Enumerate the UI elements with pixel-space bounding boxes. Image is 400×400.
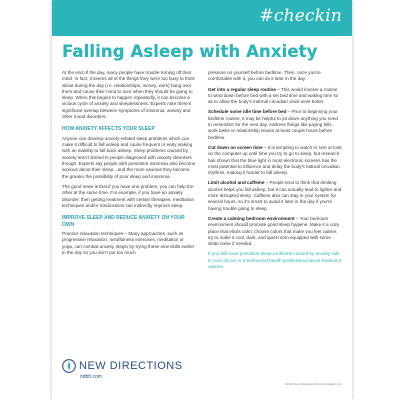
tip-text: – Your bedroom environment should promote good sleep hygiene. Make it a cozy place that elicits calm; choose colors that make you feel calmer, try to make it cool, dark, and quiet room equipped with some white noise if needed. (208, 215, 340, 247)
tip-heading: Cut down on screen time (208, 144, 263, 150)
paragraph-sleep-problems: Anyone can develop anxiety-related sleep problems which can make it difficult to fall asleep and cause frequent or early waking with an inability to fall back asleep. Sleep problems caused by anxiety aren't limited to people diagnosed with anxiety disorders though. Experts say people with persistent insomnia also become anxious about their sleep…and the more anxious they become, the greater the possibility of poor sleep and insomnia. (62, 135, 196, 179)
tip-text: – Prior to beginning your bedtime routine, it may be helpful to jot down anything you need to remember for the next day. Address things like paying bills, work tasks or relationship issues at least couple hours before bedtime. (208, 109, 338, 140)
tip-heading: Limit alcohol and caffeine (208, 180, 265, 186)
left-column (62, 70, 196, 260)
paragraph-relaxation: Practice relaxation techniques – Many approaches, such as progressive relaxation, mindfulness exercises, meditation or yoga, can combat anxiety. Begin by trying these new skills earlier in the day so you don't put too much (62, 231, 195, 256)
section-heading-improve-sleep: IMPROVE SLEEP AND REDUCE ANXIETY ON YOUR OWN (62, 215, 185, 228)
tip-text: – It is tempting to watch tv, text or look on the computer up until time you try to go to sleep, but research has shown that the blue light in most electronic screens has the most potential to influence and delay the body's natural circadian rhythms, making it harder to fall asleep. (208, 144, 342, 176)
brand-url[interactable]: ndbh.com (80, 374, 102, 380)
tip-text: – This would involve a routine to wind down before bed with a set bed time and waking time so as to allow the body's internal circadian clock work better. (208, 86, 339, 105)
brand-logo (62, 359, 183, 380)
tip-alcohol-caffeine (208, 180, 342, 211)
brand-name: NEW DIRECTIONS (79, 360, 183, 372)
intro-paragraph: At the end of the day, many people have trouble turning off their mind. In fact, it seems all of the things they were too busy to think about during the day (i.e. relationships, money, work) hang over them and cause their mind to race when they should be going to sleep. When this begins to happen repeatedly, it can become a vicious cycle of anxiety and sleeplessness. Experts note there's significant overlap between symptoms of insomnia, anxiety and other mood disorders. (62, 70, 195, 120)
logo-row (62, 359, 183, 373)
header-banner (52, 0, 352, 36)
document-page (52, 0, 352, 400)
tip-bedroom (208, 216, 342, 247)
compass-logo-icon (62, 359, 76, 373)
tip-heading: Schedule some idle time before bed (208, 109, 287, 115)
section-heading-how-anxiety: HOW ANXIETY AFFECTS YOUR SLEEP (62, 126, 155, 133)
paragraph-good-news: The good news is that if you have one problem, you can help the other at the same time. For example, if you have an anxiety disorder, then getting treatment with certain therapies, meditation techniques and/or medications can indirectly improve sleep. (62, 183, 195, 208)
tip-idle-time (208, 109, 342, 140)
checkin-hashtag: #checkin (259, 6, 342, 26)
paragraph-continued: pressure on yourself before bedtime. Then, once you're comfortable with it, you can do it later in the day. (208, 70, 321, 82)
tip-heading: Create a calming bedroom environment (208, 215, 295, 221)
tip-text: – People tend to think that drinking alcohol helps you fall asleep, but it can actually lead to lighter and more disrupted sleep. Caffeine also can stay in your system for several hours, so it's smart to avoid it later in the day if you're having trouble going to sleep. (208, 180, 342, 211)
tip-heading: Get into a regular sleep routine (208, 86, 276, 92)
tip-sleep-routine (208, 87, 342, 106)
page-title: Falling Asleep with Anxiety (62, 42, 318, 61)
right-column (208, 70, 342, 274)
tip-screen-time (208, 145, 342, 176)
callout-text: If you still have persistent sleep problems caused by anxiety, talk to your doctor or a behavioral health professional about treatment options. (208, 251, 342, 270)
copyright-fine-print: ©2020 New Directions Behavioral Health, LLC (284, 382, 342, 386)
